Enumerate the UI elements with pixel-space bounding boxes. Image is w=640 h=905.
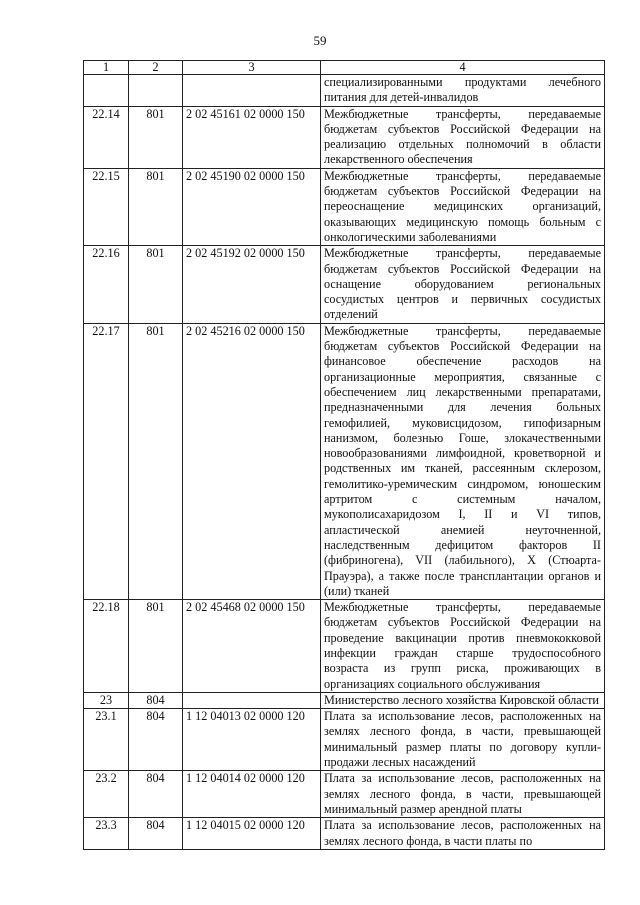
row-description: Межбюджетные трансферты, передаваемые бюджетам субъектов Российской Федерации на оснащение оборудованием региональных сосудистых центров и первичных сосудистых отделений bbox=[321, 246, 605, 323]
budget-code: 2 02 45468 02 0000 150 bbox=[183, 600, 321, 693]
admin-code: 804 bbox=[129, 771, 183, 818]
admin-code: 804 bbox=[129, 818, 183, 850]
column-header-2: 2 bbox=[129, 61, 183, 75]
row-number: 23 bbox=[84, 692, 129, 708]
row-description: Межбюджетные трансферты, передаваемые бюджетам субъектов Российской Федерации на переоснащение медицинских организаций, оказывающих медицинскую помощь больным с онкологическими заболеваниями bbox=[321, 168, 605, 245]
row-description: Межбюджетные трансферты, передаваемые бюджетам субъектов Российской Федерации на проведение вакцинации против пневмококковой инфекции граждан старше трудоспособного возраста из групп риска, проживающих в организациях социального обслуживания bbox=[321, 600, 605, 693]
row-description: Плата за использование лесов, расположенных на землях лесного фонда, в части, превышающей минимальный размер платы по договору купли-продажи лесных насаждений bbox=[321, 709, 605, 771]
column-header-1: 1 bbox=[84, 61, 129, 75]
table-row bbox=[84, 323, 605, 599]
row-number: 22.18 bbox=[84, 600, 129, 693]
table-row bbox=[84, 600, 605, 693]
table-cell bbox=[183, 75, 321, 107]
table-cell bbox=[129, 75, 183, 107]
table-row bbox=[84, 818, 605, 850]
table-row bbox=[84, 709, 605, 771]
continuation-row bbox=[84, 75, 605, 107]
revenue-codes-table bbox=[83, 60, 605, 850]
row-description: Межбюджетные трансферты, передаваемые бюджетам субъектов Российской Федерации на реализацию отдельных полномочий в области лекарственного обеспечения bbox=[321, 106, 605, 168]
table-row bbox=[84, 692, 605, 708]
row-number: 23.3 bbox=[84, 818, 129, 850]
admin-code: 801 bbox=[129, 168, 183, 245]
table-cell bbox=[84, 75, 129, 107]
column-header-4: 4 bbox=[321, 61, 605, 75]
budget-code: 1 12 04015 02 0000 120 bbox=[183, 818, 321, 850]
budget-code: 2 02 45190 02 0000 150 bbox=[183, 168, 321, 245]
admin-code: 801 bbox=[129, 323, 183, 599]
row-description: Плата за использование лесов, расположенных на землях лесного фонда, в части платы по bbox=[321, 818, 605, 850]
row-number: 22.17 bbox=[84, 323, 129, 599]
admin-code: 804 bbox=[129, 692, 183, 708]
admin-code: 801 bbox=[129, 600, 183, 693]
row-description: Плата за использование лесов, расположенных на землях лесного фонда, в части, превышающей минимальный размер арендной платы bbox=[321, 771, 605, 818]
row-number: 23.2 bbox=[84, 771, 129, 818]
column-header-3: 3 bbox=[183, 61, 321, 75]
budget-code: 2 02 45161 02 0000 150 bbox=[183, 106, 321, 168]
row-number: 22.16 bbox=[84, 246, 129, 323]
admin-code: 804 bbox=[129, 709, 183, 771]
budget-code: 2 02 45216 02 0000 150 bbox=[183, 323, 321, 599]
budget-code: 1 12 04013 02 0000 120 bbox=[183, 709, 321, 771]
budget-code: 2 02 45192 02 0000 150 bbox=[183, 246, 321, 323]
table-row bbox=[84, 246, 605, 323]
row-number: 23.1 bbox=[84, 709, 129, 771]
budget-code bbox=[183, 692, 321, 708]
row-number: 22.14 bbox=[84, 106, 129, 168]
table-row bbox=[84, 106, 605, 168]
continuation-text: специализированными продуктами лечебного питания для детей-инвалидов bbox=[321, 75, 605, 107]
row-description: Межбюджетные трансферты, передаваемые бюджетам субъектов Российской Федерации на финансовое обеспечение расходов на организационные мероприятия, связанные с обеспечением лиц лекарственными препаратами, предназначенными для лечения больных гемофилией, муковисцидозом, гипофизарным нанизмом, болезнью Гоше, злокачественными новообразованиями лимфоидной, кроветворной и родственных им тканей, рассеянным склерозом, гемолитико-уремическим синдромом, юношеским артритом с системным началом, мукополисахаридозом I, II и VI типов, апластической анемией неуточненной, наследственным дефицитом факторов II (фибриногена), VII (лабильного), X (Стюарта-Прауэра), а также после трансплантации органов и (или) тканей bbox=[321, 323, 605, 599]
admin-code: 801 bbox=[129, 246, 183, 323]
budget-code: 1 12 04014 02 0000 120 bbox=[183, 771, 321, 818]
table-row bbox=[84, 168, 605, 245]
admin-code: 801 bbox=[129, 106, 183, 168]
table-row bbox=[84, 771, 605, 818]
row-number: 22.15 bbox=[84, 168, 129, 245]
row-description: Министерство лесного хозяйства Кировской области bbox=[321, 692, 605, 708]
page-number: 59 bbox=[313, 33, 327, 48]
table-header-row bbox=[84, 61, 605, 75]
